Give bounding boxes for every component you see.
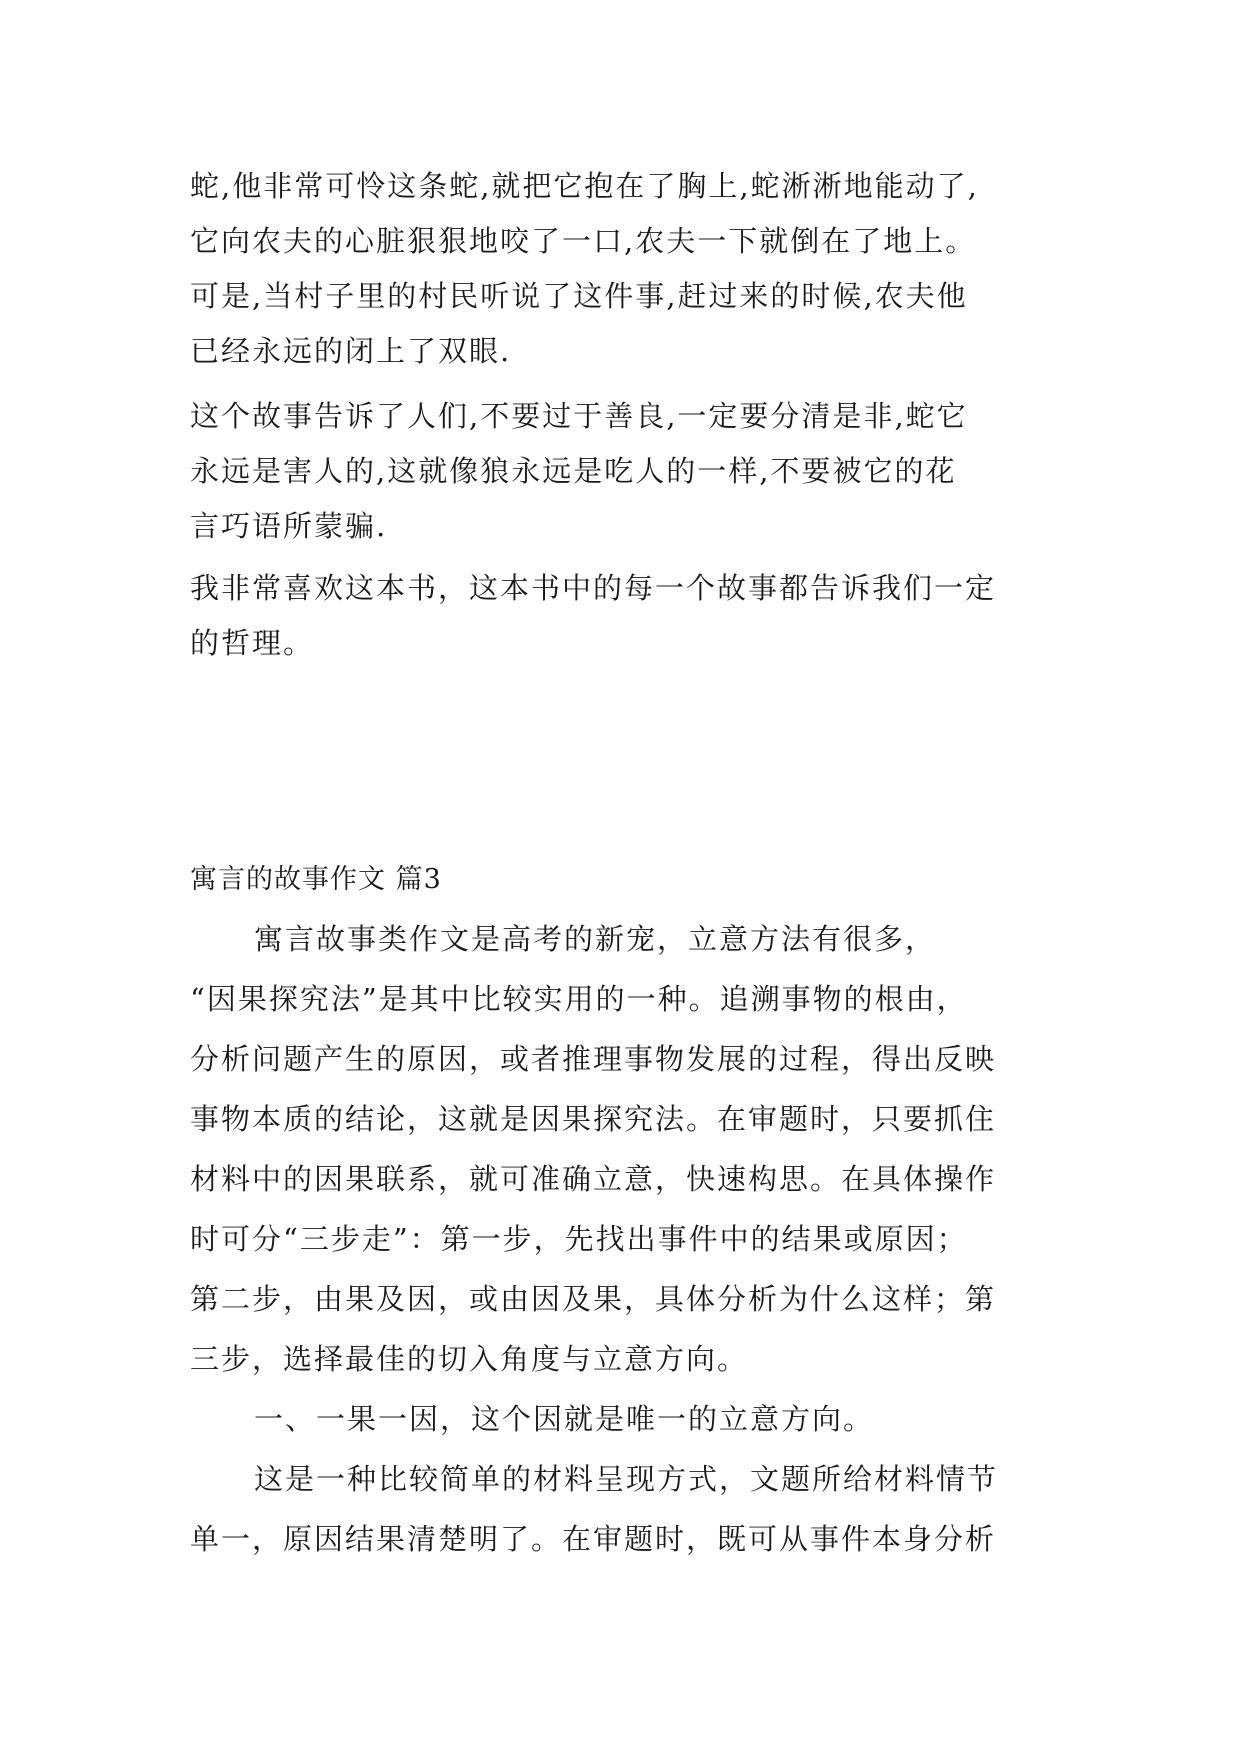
paragraph-line: 它向农夫的心脏狠狠地咬了一口,农夫一下就倒在了地上。 xyxy=(190,224,977,258)
paragraph-line: 时可分“三步走”：第一步，先找出事件中的结果或原因； xyxy=(190,1222,968,1256)
paragraph-line: 永远是害人的,这就像狼永远是吃人的一样,不要被它的花 xyxy=(190,454,957,488)
paragraph-line: 寓言故事类作文是高考的新宠，立意方法有很多， xyxy=(254,922,937,956)
paragraph-line: 言巧语所蒙骗. xyxy=(190,509,388,543)
paragraph-line: 我非常喜欢这本书，这本书中的每一个故事都告诉我们一定 xyxy=(190,571,997,605)
paragraph-line: 事物本质的结论，这就是因果探究法。在审题时，只要抓住 xyxy=(190,1102,997,1136)
paragraph-line: 的哲理。 xyxy=(190,626,315,660)
paragraph-line: 一、一果一因，这个因就是唯一的立意方向。 xyxy=(254,1402,875,1436)
section-heading: 寓言的故事作文 篇3 xyxy=(190,864,442,895)
paragraph-line: 材料中的因果联系，就可准确立意，快速构思。在具体操作 xyxy=(190,1162,997,1196)
paragraph-line: 三步，选择最佳的切入角度与立意方向。 xyxy=(190,1342,749,1376)
paragraph-line: 这是一种比较简单的材料呈现方式，文题所给材料情节 xyxy=(254,1462,999,1496)
paragraph-line: 这个故事告诉了人们,不要过于善良,一定要分清是非,蛇它 xyxy=(190,399,968,433)
paragraph-line: 可是,当村子里的村民听说了这件事,赶过来的时候,农夫他 xyxy=(190,279,968,313)
paragraph-line: 第二步，由果及因，或由因及果，具体分析为什么这样；第 xyxy=(190,1282,997,1316)
paragraph-line: 分析问题产生的原因，或者推理事物发展的过程，得出反映 xyxy=(190,1042,997,1076)
paragraph-line: “因果探究法”是其中比较实用的一种。追溯事物的根由， xyxy=(190,982,968,1016)
paragraph-line: 蛇,他非常可怜这条蛇,就把它抱在了胸上,蛇淅淅地能动了, xyxy=(190,169,979,203)
paragraph-line: 单一，原因结果清楚明了。在审题时，既可从事件本身分析 xyxy=(190,1522,997,1556)
paragraph-line: 已经永远的闭上了双眼. xyxy=(190,334,512,368)
